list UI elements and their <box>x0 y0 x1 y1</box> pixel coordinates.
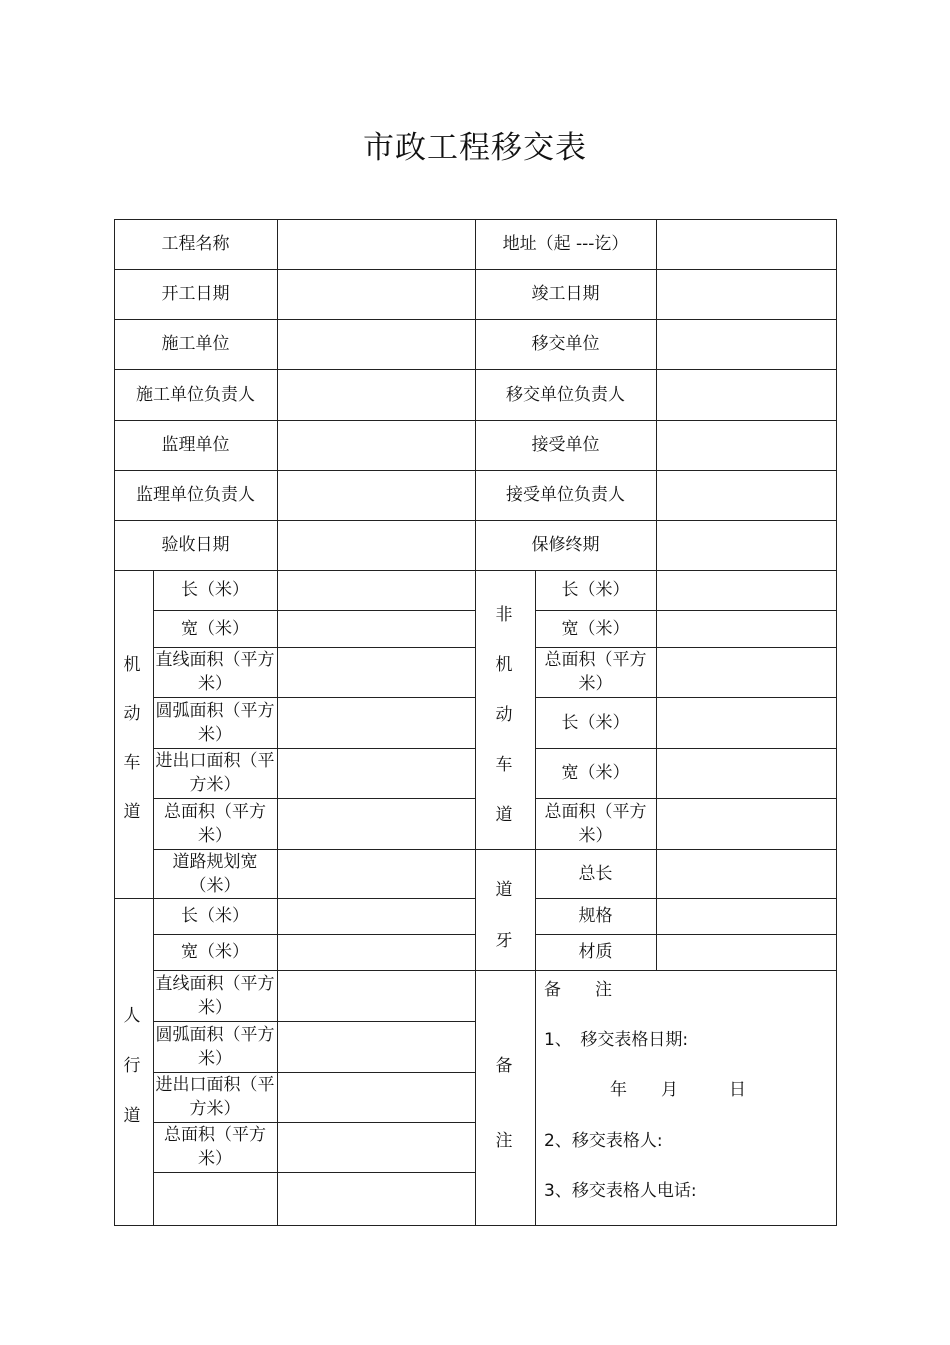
curb-row-label: 总长 <box>578 863 613 884</box>
sidewalk-row-value[interactable] <box>277 1122 475 1172</box>
motor-lane-row-value[interactable] <box>277 697 475 748</box>
nonmotor-lane-row-value[interactable] <box>656 748 836 798</box>
info-label-left: 监理单位 <box>161 435 230 455</box>
info-value-right[interactable] <box>656 319 836 369</box>
nonmotor-lane-row-value[interactable] <box>656 798 836 849</box>
group-divider <box>475 849 535 850</box>
form-border-right <box>836 219 837 1226</box>
col-divider <box>656 570 657 970</box>
col-divider <box>277 219 278 570</box>
sidewalk-group-char: 道 <box>123 1106 141 1126</box>
info-value-right[interactable] <box>656 520 836 570</box>
info-value-right[interactable] <box>656 269 836 319</box>
motor-lane-group-char: 动 <box>123 704 141 724</box>
remarks-handover-person-label: 2、移交表格人: <box>544 1131 663 1151</box>
nonmotor-lane-row-label: 长（米） <box>561 712 630 733</box>
form-border-bottom <box>114 1225 837 1226</box>
info-label-right: 接受单位负责人 <box>506 485 625 505</box>
info-value-left[interactable] <box>277 420 475 470</box>
handover-form <box>114 219 836 1225</box>
sidewalk-row-value[interactable] <box>277 1072 475 1122</box>
nonmotor-lane-group-char: 道 <box>495 805 513 825</box>
info-value-left[interactable] <box>277 219 475 269</box>
info-label-left: 验收日期 <box>161 535 230 555</box>
nonmotor-lane-group-char: 非 <box>495 605 513 625</box>
remarks-heading: 备 注 <box>544 980 612 1000</box>
curb-row-value[interactable] <box>656 849 836 898</box>
sidewalk-row-label: 进出口面积（平方米） <box>155 1075 275 1119</box>
remarks-handover-phone-label: 3、移交表格人电话: <box>544 1181 697 1201</box>
nonmotor-lane-row-value[interactable] <box>656 610 836 647</box>
motor-lane-row-value[interactable] <box>277 647 475 697</box>
info-value-left[interactable] <box>277 269 475 319</box>
nonmotor-lane-group-char: 车 <box>495 755 513 775</box>
motor-lane-group-char: 道 <box>123 802 141 822</box>
info-value-right[interactable] <box>656 219 836 269</box>
motor-lane-row-label: 总面积（平方米） <box>164 801 266 846</box>
nonmotor-lane-row-value[interactable] <box>656 647 836 697</box>
info-value-left[interactable] <box>277 369 475 420</box>
nonmotor-lane-group-char: 动 <box>495 705 513 725</box>
curb-row-label: 规格 <box>578 906 613 926</box>
motor-lane-row-value[interactable] <box>277 570 475 610</box>
sidewalk-extra-value[interactable] <box>277 1172 475 1225</box>
info-value-right[interactable] <box>656 369 836 420</box>
col-divider <box>475 570 476 1225</box>
curb-row-label: 材质 <box>578 942 613 962</box>
sidewalk-group-char: 人 <box>123 1006 141 1026</box>
info-value-right[interactable] <box>656 420 836 470</box>
curb-row-value[interactable] <box>656 898 836 934</box>
info-label-right: 移交单位负责人 <box>506 384 625 405</box>
sidewalk-row-value[interactable] <box>277 898 475 934</box>
motor-lane-row-label: 宽（米） <box>181 618 249 639</box>
info-label-left: 监理单位负责人 <box>136 485 255 505</box>
info-value-left[interactable] <box>277 520 475 570</box>
info-label-left: 施工单位负责人 <box>136 384 255 405</box>
group-divider <box>475 970 535 971</box>
sidewalk-row-label: 直线面积（平方米） <box>155 973 275 1018</box>
sidewalk-row-value[interactable] <box>277 1021 475 1072</box>
motor-lane-row-value[interactable] <box>277 849 475 898</box>
nonmotor-lane-row-label: 总面积（平方米） <box>544 650 647 694</box>
motor-lane-group-char: 机 <box>123 655 141 675</box>
sidewalk-row-value[interactable] <box>277 934 475 970</box>
sidewalk-row-label: 长（米） <box>181 906 249 926</box>
motor-lane-row-label: 进出口面积（平方米） <box>155 751 275 795</box>
motor-lane-row-label: 直线面积（平方米） <box>155 650 275 694</box>
nonmotor-lane-row-value[interactable] <box>656 570 836 610</box>
sidewalk-extra-label[interactable] <box>153 1172 277 1225</box>
info-label-right: 地址（起 ---讫） <box>502 234 629 254</box>
remarks-group-char: 注 <box>495 1131 513 1151</box>
motor-lane-group-char: 车 <box>123 753 141 773</box>
motor-lane-row-label: 圆弧面积（平方米） <box>155 700 275 745</box>
col-divider <box>475 219 476 570</box>
sidewalk-row-label: 圆弧面积（平方米） <box>155 1024 275 1069</box>
motor-lane-row-label: 道路规划宽（米） <box>172 851 258 896</box>
motor-lane-row-value[interactable] <box>277 748 475 798</box>
nonmotor-lane-row-label: 长（米） <box>561 580 630 600</box>
info-value-right[interactable] <box>656 470 836 520</box>
page-title: 市政工程移交表 <box>363 130 587 166</box>
col-divider <box>535 570 536 1225</box>
sidewalk-row-value[interactable] <box>277 970 475 1021</box>
curb-group-char: 道 <box>495 880 513 900</box>
remarks-handover-date-label: 1、 移交表格日期: <box>544 1030 689 1050</box>
col-divider <box>656 219 657 570</box>
curb-row-value[interactable] <box>656 934 836 970</box>
info-value-left[interactable] <box>277 470 475 520</box>
remarks-date-line: 年 月 日 <box>610 1080 746 1100</box>
sidewalk-row-label: 总面积（平方米） <box>164 1125 266 1169</box>
sidewalk-row-label: 宽（米） <box>181 942 249 962</box>
remarks-group-char: 备 <box>495 1056 513 1076</box>
col-divider <box>153 570 154 1225</box>
info-value-left[interactable] <box>277 319 475 369</box>
info-label-right: 接受单位 <box>531 435 600 455</box>
motor-lane-row-value[interactable] <box>277 798 475 849</box>
row-divider <box>535 970 836 971</box>
col-divider <box>277 570 278 1225</box>
info-label-right: 竣工日期 <box>531 284 600 304</box>
motor-lane-row-value[interactable] <box>277 610 475 647</box>
curb-group-char: 牙 <box>495 931 513 951</box>
nonmotor-lane-row-value[interactable] <box>656 697 836 748</box>
info-label-left: 开工日期 <box>161 284 230 304</box>
info-label-left: 工程名称 <box>161 234 230 254</box>
nonmotor-lane-group-char: 机 <box>495 655 513 675</box>
info-label-left: 施工单位 <box>161 334 230 354</box>
group-divider <box>114 898 153 899</box>
nonmotor-lane-row-label: 宽（米） <box>561 618 630 639</box>
motor-lane-row-label: 长（米） <box>181 580 249 600</box>
nonmotor-lane-row-label: 总面积（平方米） <box>544 801 647 846</box>
nonmotor-lane-row-label: 宽（米） <box>561 763 630 783</box>
info-label-right: 保修终期 <box>531 535 600 555</box>
sidewalk-group-char: 行 <box>123 1056 141 1076</box>
info-label-right: 移交单位 <box>531 334 600 354</box>
